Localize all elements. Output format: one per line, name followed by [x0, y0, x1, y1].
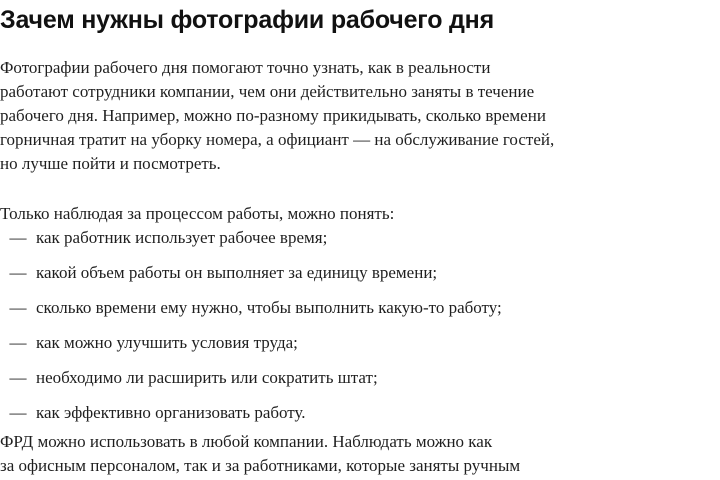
paragraph-line: рабочего дня. Например, можно по-разному прикидывать, сколько времени — [0, 106, 546, 125]
list-item — [0, 331, 502, 366]
dash-marker: — — [9, 263, 27, 282]
dash-marker: — — [9, 403, 27, 422]
paragraph-line: работают сотрудники компании, чем они действительно заняты в течение — [0, 82, 535, 101]
benefits-list — [0, 226, 502, 436]
list-item-text: какой объем работы он выполняет за единицу времени; — [36, 263, 438, 282]
list-item-text: необходимо ли расширить или сократить штат; — [36, 368, 378, 387]
list-item — [0, 366, 502, 401]
list-item-text: сколько времени ему нужно, чтобы выполнить какую-то работу; — [36, 298, 502, 317]
closing-paragraph — [0, 430, 520, 478]
dash-marker: — — [9, 333, 27, 352]
list-item — [0, 261, 502, 296]
paragraph-line: но лучше пойти и посмотреть. — [0, 154, 221, 173]
list-item-text: как работник использует рабочее время; — [36, 228, 328, 247]
list-intro: Только наблюдая за процессом работы, можно понять: — [0, 204, 395, 223]
dash-marker: — — [9, 228, 27, 247]
intro-paragraph — [0, 56, 554, 176]
article-heading: Зачем нужны фотографии рабочего дня — [0, 6, 494, 34]
list-item-text: как можно улучшить условия труда; — [36, 333, 298, 352]
paragraph-line: горничная тратит на уборку номера, а официант — на обслуживание гостей, — [0, 130, 555, 149]
paragraph-line: за офисным персоналом, так и за работниками, которые заняты ручным — [0, 456, 521, 475]
paragraph-line: ФРД можно использовать в любой компании. Наблюдать можно как — [0, 432, 493, 451]
dash-marker: — — [9, 298, 27, 317]
list-item — [0, 226, 502, 261]
paragraph-line: Фотографии рабочего дня помогают точно узнать, как в реальности — [0, 58, 491, 77]
list-item — [0, 296, 502, 331]
dash-marker: — — [9, 368, 27, 387]
list-item-text: как эффективно организовать работу. — [36, 403, 306, 422]
